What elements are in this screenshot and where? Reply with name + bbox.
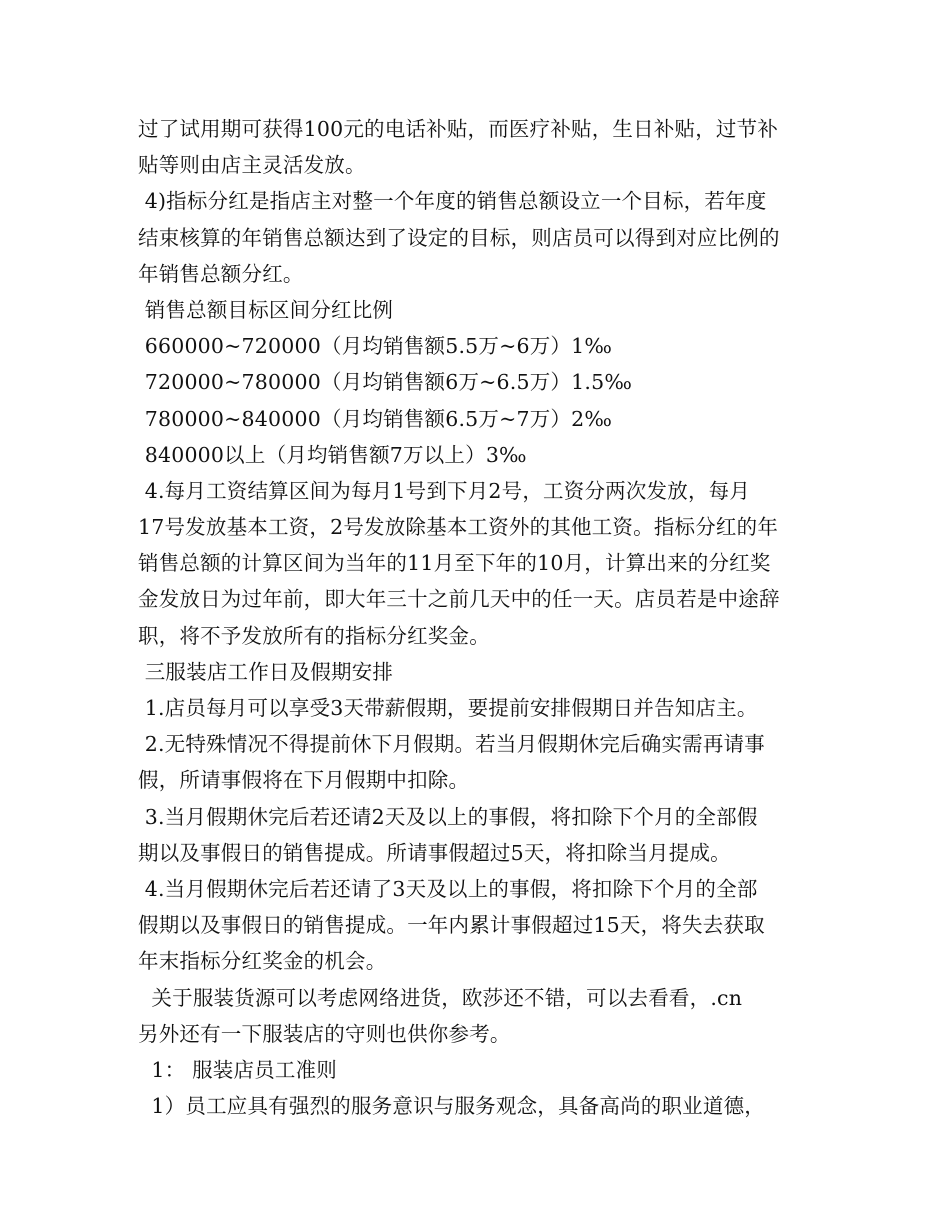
text-line: 年末指标分红奖金的机会。 — [138, 949, 387, 974]
text-line: 3.当月假期休完后若还请2天及以上的事假，将扣除下个月的全部假 — [138, 804, 758, 829]
text-line: 假，所请事假将在下月假期中扣除。 — [138, 768, 470, 793]
text-line: 期以及事假日的销售提成。所请事假超过5天，将扣除当月提成。 — [138, 840, 731, 865]
text-line: 780000~840000（月均销售额6.5万~7万）2‰ — [138, 406, 613, 431]
text-line: 贴等则由店主灵活发放。 — [138, 153, 366, 178]
text-line: 关于服装货源可以考虑网络进货，欧莎还不错，可以去看看，.cn — [138, 985, 743, 1010]
text-line: 年销售总额分红。 — [138, 261, 304, 286]
text-line: 金发放日为过年前，即大年三十之前几天中的任一天。店员若是中途辞 — [138, 587, 780, 612]
text-line: 结束核算的年销售总额达到了设定的目标，则店员可以得到对应比例的 — [138, 225, 780, 250]
text-line: 660000~720000（月均销售额5.5万~6万）1‰ — [138, 334, 613, 359]
text-line: 假期以及事假日的销售提成。一年内累计事假超过15天，将失去获取 — [138, 913, 765, 938]
text-line: 720000~780000（月均销售额6万~6.5万）1.5‰ — [138, 370, 633, 395]
document-body — [138, 111, 818, 1124]
text-line: 4.当月假期休完后若还请了3天及以上的事假，将扣除下个月的全部 — [138, 876, 758, 901]
text-line: 840000以上（月均销售额7万以上）3‰ — [138, 442, 527, 467]
text-line: 另外还有一下服装店的守则也供你参考。 — [138, 1021, 511, 1046]
text-line: 4.每月工资结算区间为每月1号到下月2号，工资分两次发放，每月 — [138, 478, 751, 503]
text-line: 1.店员每月可以享受3天带薪假期，要提前安排假期日并告知店主。 — [138, 696, 758, 720]
text-line: 17号发放基本工资，2号发放除基本工资外的其他工资。指标分红的年 — [138, 515, 779, 540]
text-line: 过了试用期可获得100元的电话补贴，而医疗补贴，生日补贴，过节补 — [138, 117, 779, 141]
text-line: 1）员工应具有强烈的服务意识与服务观念，具备高尚的职业道德， — [138, 1094, 765, 1119]
text-line: 销售总额目标区间分红比例 — [138, 297, 394, 322]
text-line: 4)指标分红是指店主对整一个年度的销售总额设立一个目标，若年度 — [138, 189, 767, 214]
text-line: 销售总额的计算区间为当年的11月至下年的10月，计算出来的分红奖 — [138, 551, 771, 576]
text-line: 1： 服装店员工准则 — [138, 1057, 337, 1082]
text-line: 职，将不予发放所有的指标分红奖金。 — [138, 623, 490, 648]
text-line: 三服装店工作日及假期安排 — [138, 659, 394, 684]
text-line: 2.无特殊情况不得提前休下月假期。若当月假期休完后确实需再请事 — [138, 732, 765, 757]
